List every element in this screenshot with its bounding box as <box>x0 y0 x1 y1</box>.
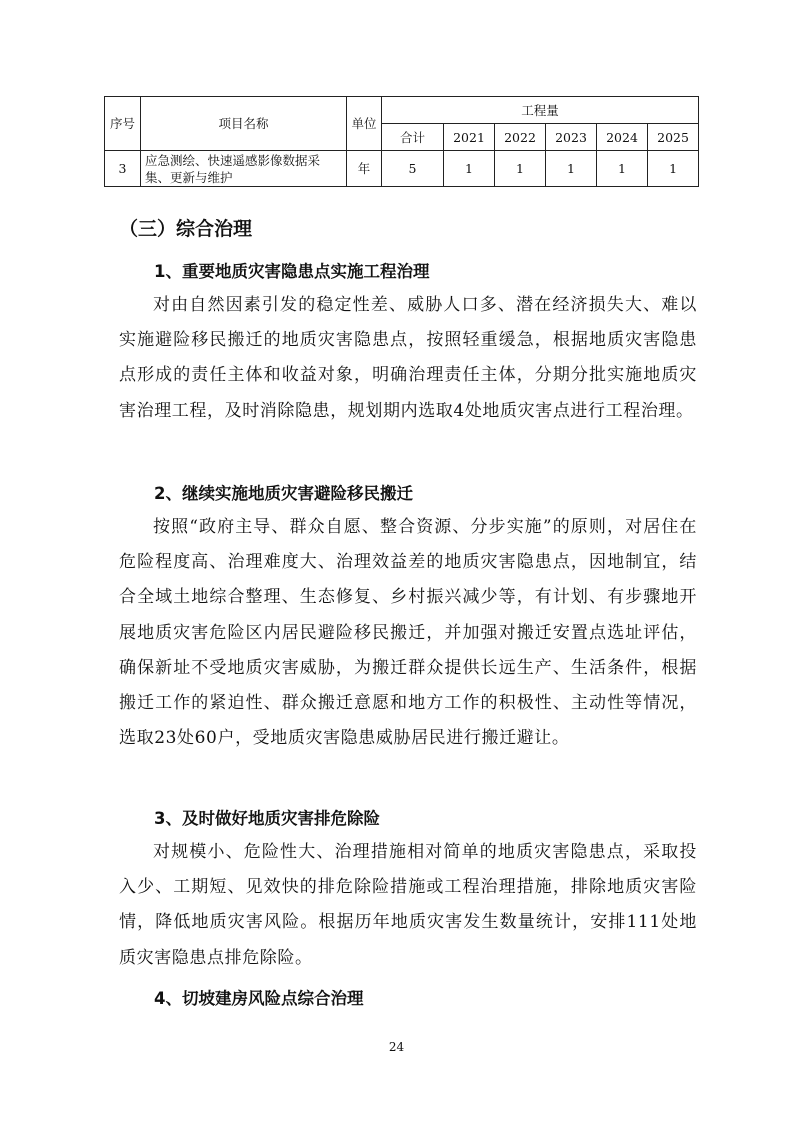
row-year-value: 1 <box>495 151 546 187</box>
row-total: 5 <box>382 151 444 187</box>
row-unit: 年 <box>347 151 382 187</box>
header-year: 2022 <box>495 124 546 151</box>
header-unit: 单位 <box>347 97 382 151</box>
paragraph-3: 对规模小、危险性大、治理措施相对简单的地质灾害隐患点，采取投入少、工期短、见效快的排危除险措施或工程治理措施，排除地质灾害险情，降低地质灾害风险。根据历年地质灾害发生数量统计，安排111处地质灾害隐患点排危除险。 <box>119 842 697 968</box>
header-year: 2023 <box>546 124 597 151</box>
header-project-name: 项目名称 <box>141 97 347 151</box>
table-row <box>105 151 699 187</box>
subsection-title-1: 1、重要地质灾害隐患点实施工程治理 <box>154 262 430 281</box>
page-number: 24 <box>388 1040 405 1054</box>
subsection-title-3: 3、及时做好地质灾害排危除险 <box>154 809 380 828</box>
header-total: 合计 <box>382 124 444 151</box>
header-year: 2021 <box>444 124 495 151</box>
header-year: 2024 <box>597 124 648 151</box>
row-year-value: 1 <box>444 151 495 187</box>
row-year-value: 1 <box>648 151 699 187</box>
header-year: 2025 <box>648 124 699 151</box>
row-year-value: 1 <box>546 151 597 187</box>
header-quantity: 工程量 <box>382 97 699 124</box>
subsection-title-2: 2、继续实施地质灾害避险移民搬迁 <box>154 484 413 503</box>
row-project-name: 应急测绘、快速遥感影像数据采集、更新与维护 <box>141 151 347 187</box>
section-title: （三）综合治理 <box>119 218 253 240</box>
row-year-value: 1 <box>597 151 648 187</box>
project-table <box>104 96 699 187</box>
row-index: 3 <box>105 151 141 187</box>
paragraph-2: 按照“政府主导、群众自愿、整合资源、分步实施”的原则，对居住在危险程度高、治理难度大、治理效益差的地质灾害隐患点，因地制宜，结合全域土地综合整理、生态修复、乡村振兴减少等，有计划、有步骤地开展地质灾害危险区内居民避险移民搬迁，并加强对搬迁安置点选址评估，确保新址不受地质灾害威胁，为搬迁群众提供长远生产、生活条件，根据搬迁工作的紧迫性、群众搬迁意愿和地方工作的积极性、主动性等情况，选取23处60户，受地质灾害隐患威胁居民进行搬迁避让。 <box>119 517 697 749</box>
subsection-title-4: 4、切坡建房风险点综合治理 <box>154 989 364 1008</box>
header-index: 序号 <box>105 97 141 151</box>
paragraph-1: 对由自然因素引发的稳定性差、威胁人口多、潜在经济损失大、难以实施避险移民搬迁的地质灾害隐患点，按照轻重缓急，根据地质灾害隐患点形成的责任主体和收益对象，明确治理责任主体，分期分批实施地质灾害治理工程，及时消除隐患，规划期内选取4处地质灾害点进行工程治理。 <box>119 295 697 421</box>
